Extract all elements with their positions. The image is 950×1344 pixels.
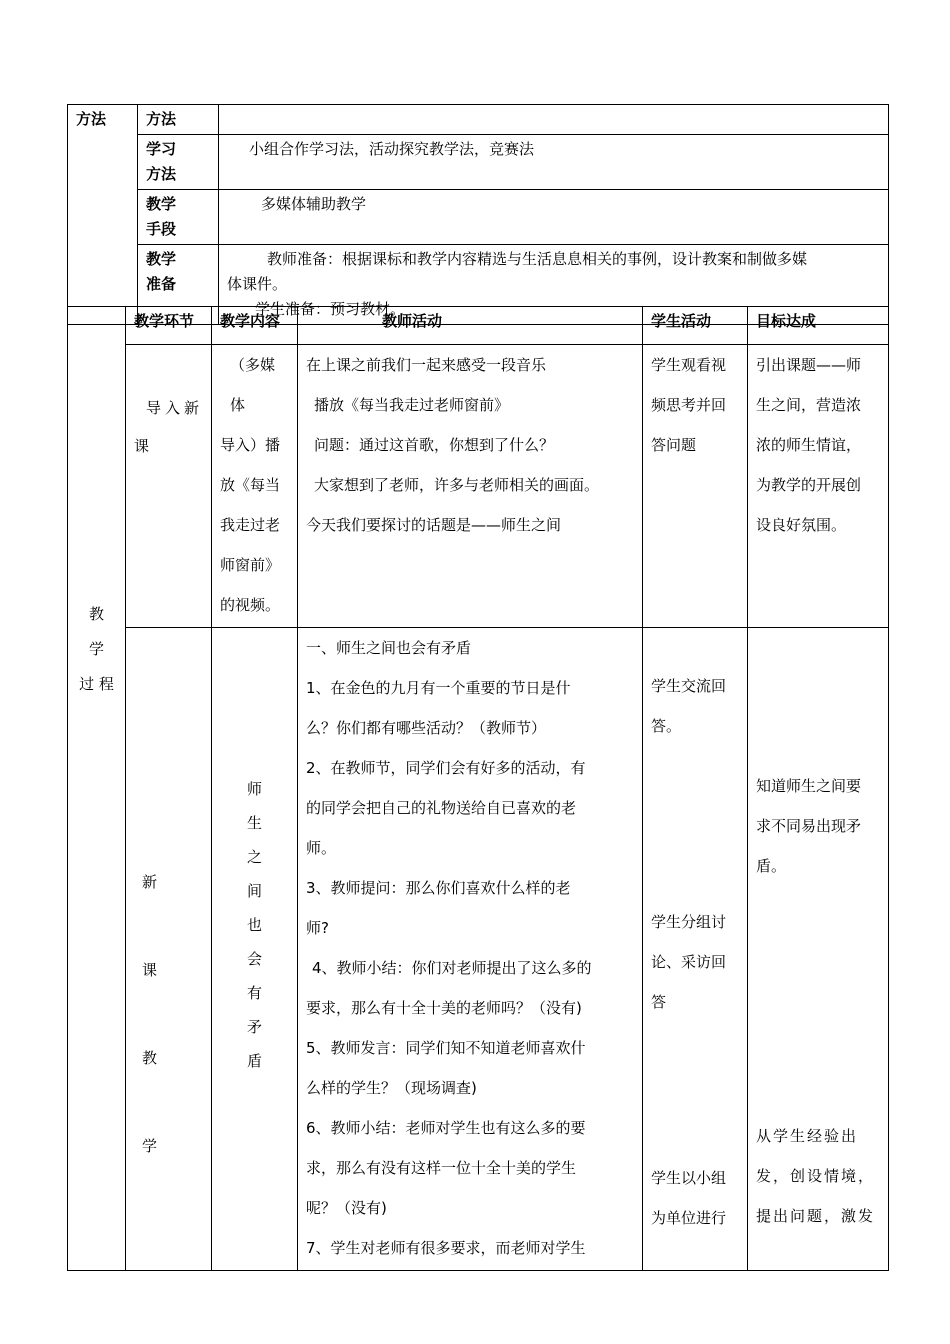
new-lesson-content: 师 生 之 间 也 会 有 矛 盾: [212, 628, 298, 1271]
teaching-prep-label: 教学 准备: [138, 245, 219, 325]
header-student-activity: 学生活动: [643, 307, 748, 345]
new-lesson-student-activity: [643, 628, 748, 1271]
learning-method-label: 学习 方法: [138, 135, 219, 190]
method-row-content: [219, 105, 889, 135]
student-block-2: 学生分组讨 论、采访回 答: [651, 913, 727, 1011]
new-lesson-goal: [748, 628, 889, 1271]
intro-goal: 引出课题——师 生之间，营造浓 浓的师生情谊， 为教学的开展创 设良好氛围。: [748, 345, 889, 628]
header-content: 教学内容: [212, 307, 298, 345]
intro-content: （多媒体 导入）播 放《每当 我走过老 师窗前》 的视频。: [212, 345, 298, 628]
process-table: [67, 306, 889, 1271]
intro-stage: 导入新 课: [126, 345, 212, 628]
teaching-prep-content: 教师准备：根据课标和教学内容精选与生活息息相关的事例，设计教案和制做多媒 体课件。 学生准备：预习教材。: [219, 245, 889, 325]
methods-section-label: 方法: [68, 105, 138, 325]
student-block-1: 学生交流回 答。: [651, 677, 727, 735]
new-lesson-stage: 新 课 教 学: [126, 628, 212, 1271]
method-row-label: 方法: [138, 105, 219, 135]
methods-table: [67, 104, 889, 325]
learning-method-content: 小组合作学习法，活动探究教学法，竞赛法: [219, 135, 889, 190]
goal-block-2: 从学生经验出 发，创设情境， 提出问题，激发: [756, 1127, 876, 1225]
header-teacher-activity: 教师活动: [298, 307, 643, 345]
intro-student-activity: 学生观看视 频思考并回 答问题: [643, 345, 748, 628]
student-block-3: 学生以小组 为单位进行: [651, 1169, 727, 1227]
process-side-label: 教 学 过 程: [68, 307, 126, 1271]
header-stage: 教学环节: [126, 307, 212, 345]
header-goal: 目标达成: [748, 307, 889, 345]
goal-block-1: 知道师生之间要 求不同易出现矛 盾。: [756, 777, 862, 875]
intro-teacher-activity: 在上课之前我们一起来感受一段音乐 播放《每当我走过老师窗前》 问题：通过这首歌，你想到了什么？ 大家想到了老师，许多与老师相关的画面。 今天我们要探讨的话题是——师生之间: [298, 345, 643, 628]
new-lesson-teacher-activity: 一、师生之间也会有矛盾 1、在金色的九月有一个重要的节日是什 么？你们都有哪些活动？（教师节） 2、在教师节，同学们会有好多的活动，有 的同学会把自己的礼物送给自已喜欢的老 师。 3、教师提问：那么你们喜欢什么样的老 师? 4、教师小结：你们对老师提出了这么多的 要求，那么有十全十美的老师吗？（没有) 5、教师发言：同学们知不知道老师喜欢什 么样的学生？（现场调查) 6、教师小结：老师对学生也有这么多的要 求，那么有没有这样一位十全十美的学生 呢？（没有) 7、学生对老师有很多要求，而老师对学生: [298, 628, 643, 1271]
teaching-means-content: 多媒体辅助教学: [219, 190, 889, 245]
teaching-means-label: 教学 手段: [138, 190, 219, 245]
